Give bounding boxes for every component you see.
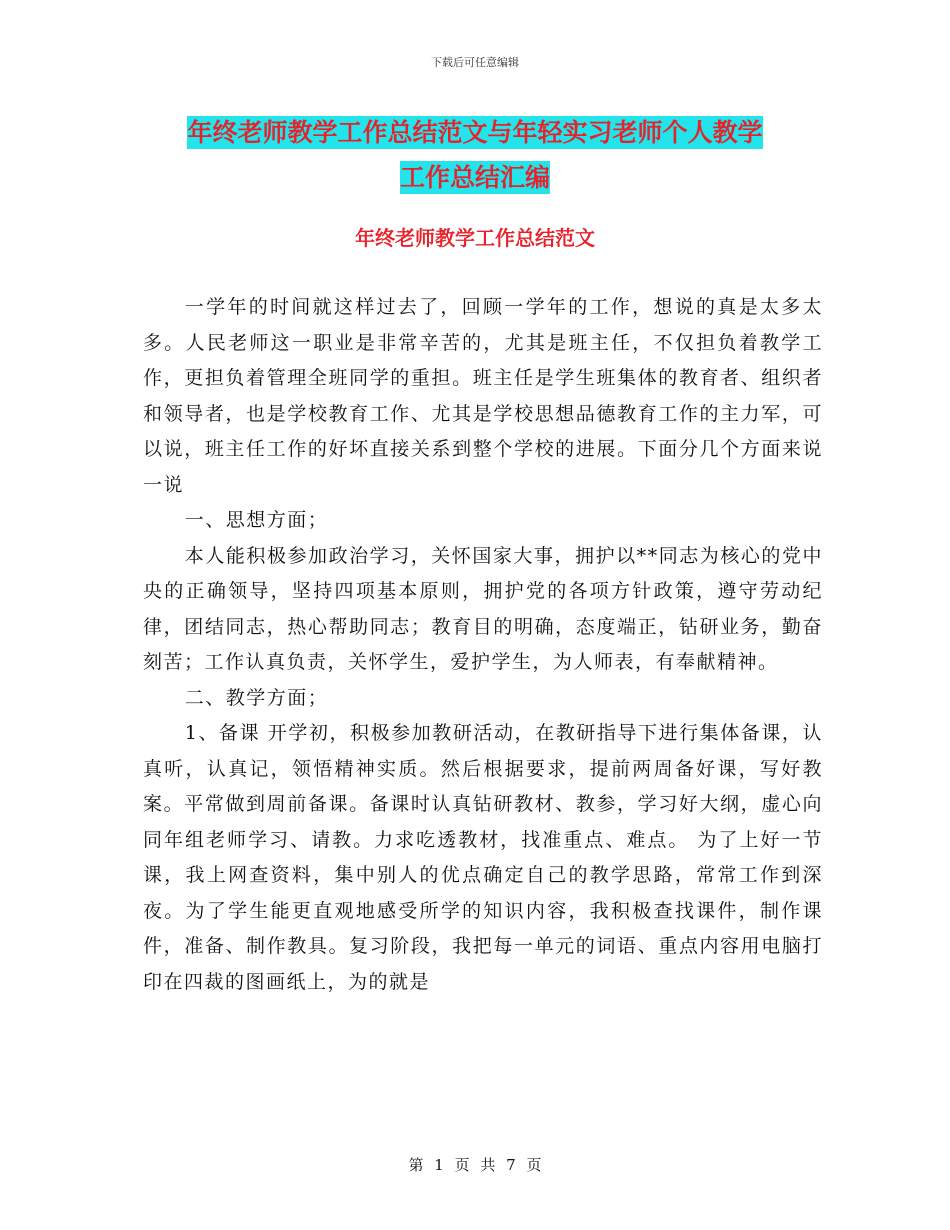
title-line-1: 年终老师教学工作总结范文与年轻实习老师个人教学 [187, 118, 763, 147]
paragraph: 一、思想方面； [184, 509, 329, 531]
paragraph: 本人能积极参加政治学习，关怀国家大事，拥护以**同志为核心的党中央的正确领导，坚持四项基本原则，拥护党的各项方针政策，遵守劳动纪律，团结同志，热心帮助同志；教育目的明确，态度端正，钻研业务，勤奋刻苦；工作认真负责，关怀学生，爱护学生，为人师表，有奉献精神。 [143, 544, 823, 673]
header-note: 下载后可任意编辑 [431, 56, 519, 69]
section-title: 年终老师教学工作总结范文 [355, 226, 595, 250]
body-text [143, 290, 823, 1000]
title-line-2: 工作总结汇编 [399, 163, 550, 192]
document-title [0, 110, 950, 200]
paragraph: 1、备课 开学初，积极参加教研活动，在教研指导下进行集体备课，认真听，认真记，领悟精神实质。然后根据要求，提前两周备好课，写好教案。平常做到周前备课。备课时认真钻研教材、教参，学习好大纲，虚心向同年组老师学习、请教。力求吃透教材，找准重点、难点。 为了上好一节课，我上网查资料，集中别人的优点确定自己的教学思路，常常工作到深夜。为了学生能更直观地感受所学的知识内容，我积极查找课件，制作课件，准备、制作教具。复习阶段，我把每一单元的词语、重点内容用电脑打印在四裁的图画纸上，为的就是 [143, 722, 823, 993]
paragraph: 一学年的时间就这样过去了，回顾一学年的工作，想说的真是太多太多。人民老师这一职业是非常辛苦的，尤其是班主任，不仅担负着教学工作，更担负着管理全班同学的重担。班主任是学生班集体的教育者、组织者和领导者，也是学校教育工作、尤其是学校思想品德教育工作的主力军，可以说，班主任工作的好坏直接关系到整个学校的进展。下面分几个方面来说一说 [143, 296, 823, 496]
page-footer: 第 1 页 共 7 页 [408, 1156, 542, 1174]
paragraph: 二、教学方面； [184, 686, 329, 709]
